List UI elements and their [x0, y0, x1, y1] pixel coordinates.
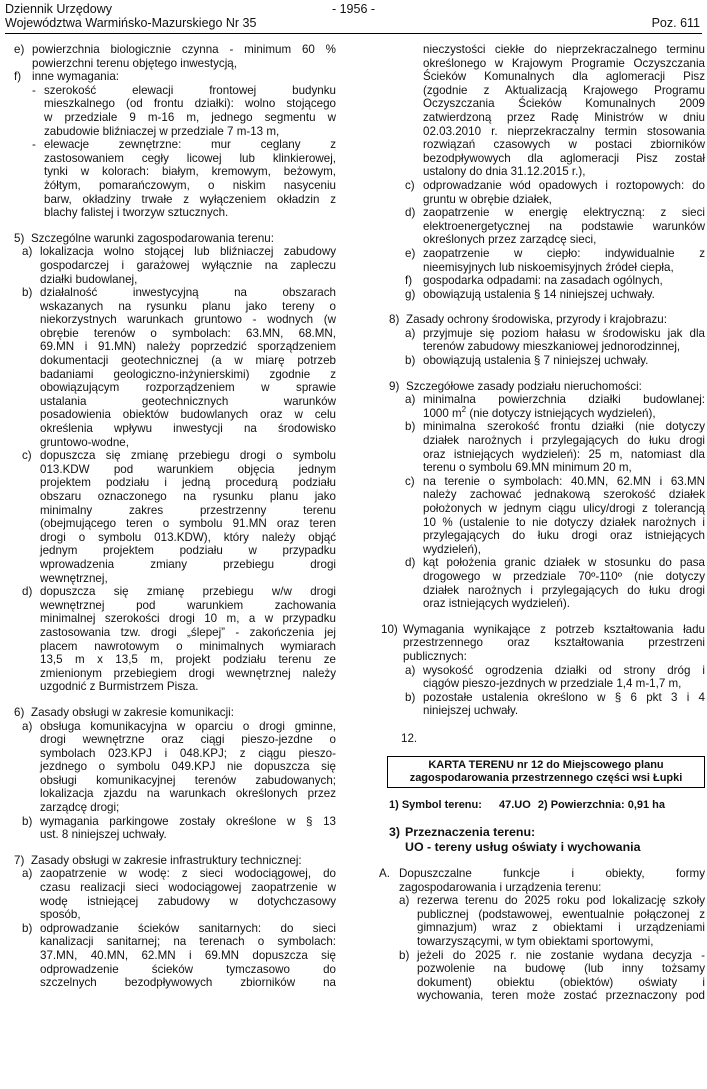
- text-line: minimalny zakres przestrzenny terenu: [40, 503, 336, 517]
- item-5c: c) dopuszcza się zmianę przebiegu drogi o symbolu 013.KDW pod warunkiem objęcia jednym projektem podziału i jedną procedurą podziału obszaru oznaczonego na rysunku planu jako minimalny zakres przestrzenny terenu (obejmującego teren o symbolu 91.MN oraz teren drogi o symbolu 013.KDW), który należy objąć jednym projektem podziału w przypadku wprowadzenia zmiany przebiegu drogi wewnętrznej,: [22, 449, 336, 585]
- text-line: odprowadzenie ścieków tymczasowo do: [40, 962, 336, 976]
- text-line: dokumentacji geotechnicznej (a w miarę potrzeb: [40, 354, 336, 368]
- section-7-title: 7) Zasady obsługi w zakresie infrastruktury technicznej:: [14, 853, 302, 867]
- text-line: zaopatrzenie w ciepło: indywidualnie z: [423, 246, 705, 260]
- area-value: 0,91 ha: [627, 798, 666, 811]
- text-line: niniejszej uchwały.: [423, 704, 519, 718]
- text-line: barw, okładziny trwałe z wyłączeniem okładzin z: [44, 192, 336, 206]
- text-line: przyjmuje się poziom hałasu w środowisku jak dla: [423, 326, 705, 340]
- item-8a: a) przyjmuje się poziom hałasu w środowisku jak dla terenów zabudowy mieszkaniowej jednorodzinnej,: [405, 326, 705, 354]
- symbol-label: Symbol terenu:: [401, 798, 482, 811]
- item-9b: b) minimalna szerokość frontu działki (nie dotyczy działek narożnych i przylegających do łuku drogi oraz istniejących wydzieleń): 25 m, natomiast dla terenu o symbolu 69.MN minimum 20 m,: [405, 420, 705, 475]
- section-6-title: 6) Zasady obsługi w zakresie komunikacji:: [14, 705, 234, 719]
- text-line: wskazanych na rysunku planu jako tereny o: [40, 299, 336, 313]
- text-line: należy zachować jednakową szerokość działek: [423, 488, 705, 502]
- item-7b: b) odprowadzanie ścieków sanitarnych: do sieci kanalizacji sanitarnej; na terenach o symbolach: 37.MN, 40.MN, 62.MN i 69.MN dopuszcza się odprowadzenie ścieków tymczasowo do szczelnych bezodpływowych zbiorników na: [22, 921, 336, 990]
- text-line: w przedziale 9 m-16 m, jednego segmentu w: [44, 110, 336, 124]
- text-line: Ścieków Komunalnych dla aglomeracji Pisz: [423, 70, 705, 84]
- text-line: powierzchnia biologicznie czynna - minimum 60 %: [32, 43, 336, 56]
- text-line: odprowadzanie ścieków sanitarnych: do sieci: [40, 921, 336, 935]
- text-line: blachy falistej i tworzyw sztucznych.: [44, 206, 229, 220]
- item-9a: a) minimalna powierzchnia działki budowlanej: 1000 $m^2$ (nie dotyczy istniejących wydzieleń),: [405, 393, 705, 420]
- text-line: obowiązującym rozporządzeniem w sprawie: [40, 381, 336, 395]
- text-line: nieemisyjnych lub niskoemisyjnych źródeł ciepła,: [423, 260, 674, 274]
- text-line: Oczyszczania Ścieków Komunalnych 2009: [423, 97, 705, 111]
- text-line: odprowadzanie wód opadowych i roztopowych: do: [423, 178, 705, 192]
- item-6a: a) obsługa komunikacyjna w oparciu o drogi gminne, drogi wewnętrzne oraz ciągi pieszo-jezdne o symbolach 023.KPJ i 048.KPJ; z ciągu pieszo- jezdnego o symbolu 049.KPJ nie dopuszcza się obsługi komunikacyjnej terenów zabudowanych; lokalizacja zjazdu na warunkach określonych przez zarządcę drogi;: [22, 719, 336, 815]
- page-header: [5, 3, 702, 34]
- item-Aa: a) rezerwa terenu do 2025 roku pod lokalizację szkoły publicznej (podstawowej, ewentualnie połączonej z gimnazjum) wraz z obiektami i urządzeniami towarzyszącymi, w tym obiektami sportowymi,: [399, 894, 705, 949]
- text-line: terenów zabudowy mieszkaniowej jednorodzinnej,: [423, 340, 681, 354]
- text-line: badaniami geologiczno-inżynierskimi) zgodnie z: [40, 367, 336, 381]
- text-line: gimnazjum) wraz z obiektami i urządzeniami: [417, 921, 705, 935]
- text-line: 37.MN, 40.MN, 62.MN i 69.MN dopuszcza się: [40, 949, 336, 962]
- text-line: dokument) obiektu (obiektów) oświaty i: [417, 975, 705, 989]
- text-line: wewnętrznej pod warunkiem zachowania: [40, 598, 336, 612]
- text-line: tynki w kolorach: białym, kremowym, beżowym,: [44, 165, 336, 179]
- text-line: minimalnej szerokości drogi 10 m, a w przypadku: [40, 612, 336, 626]
- text-line: ust. 8 niniejszej uchwały.: [40, 828, 167, 842]
- text-line: czasu realizacji sieci wodociągowej zaopatrzenie w: [40, 881, 336, 895]
- item-10b: b) pozostałe ustalenia określono w § 6 pkt 3 i 4 niniejszej uchwały.: [405, 690, 705, 718]
- text-line: szczelnych bezodpływowych zbiorników na: [40, 976, 336, 990]
- text-line: lokalizacja zjazdu na warunkach określonych przez: [40, 787, 336, 801]
- text-line: dopuszcza się zmianę przebiegu w/w drogi: [40, 585, 336, 599]
- item-9c: c) na terenie o symbolach: 40.MN, 62.MN i 63.MN należy zachować jednakową szerokość działek położonych w jednym ciągu ulicy/drogi z tolerancją 10 % (ustalenie to nie dotyczy działek narożnych i przylegających do łuku drogi oraz istniejących wydzieleń),: [405, 474, 705, 556]
- voivodeship-title: Województwa Warmińsko-Mazurskiego Nr 35: [5, 16, 257, 30]
- text-line: zastosowania tzw. drogi „ślepej” - zakończenia jej: [40, 625, 336, 639]
- text-line: obszaru oznaczonego na rysunku planu jako: [40, 490, 336, 503]
- text-line: towarzyszącymi, w tym obiektami sportowymi,: [417, 935, 654, 949]
- text-line: drogowego w przedziale 70º-110º (nie dotyczy: [423, 569, 705, 583]
- item-7g: g) obowiązują ustalenia § 14 niniejszej uchwały.: [405, 288, 705, 302]
- text-line: obowiązują ustalenia § 14 niniejszej uchwały.: [423, 287, 655, 301]
- text-line: określonych przez zarządcę sieci,: [423, 233, 597, 247]
- text-line: gruntowo-wodne,: [40, 435, 129, 449]
- text-line: zmienionym przebiegiem drogi wewnętrznej należy: [40, 666, 336, 680]
- text-line: określonego w Krajowym Programie Oczyszczania: [423, 56, 705, 70]
- text-line: zatwierdzoną przez Radę Ministrów w dniu: [423, 110, 705, 124]
- text-line: określenia wpływu inwestycji na środowisko: [40, 422, 336, 436]
- text-line: bezodpływowych dla aglomeracji Pisz został: [423, 151, 705, 165]
- item-9d: d) kąt położenia granic działek w stosunku do pasa drogowego w przedziale 70º-110º (nie dotyczy działek narożnych i przylegających do łuku drogi oraz istniejących wydzieleń).: [405, 556, 705, 611]
- text-line: wewnętrznej,: [40, 571, 108, 585]
- section-10: 10) Wymagania wynikające z potrzeb kształtowania ładu przestrzennego oraz kształtowania przestrzeni publicznych:: [381, 622, 705, 663]
- item-7d: d) zaopatrzenie w energię elektryczną: z sieci elektroenergetycznej na podstawie warunków określonych przez zarządcę sieci,: [405, 206, 705, 247]
- right-column: [379, 43, 705, 1003]
- section-8-title: 8) Zasady ochrony środowiska, przyrody i krajobrazu:: [389, 313, 667, 327]
- text-line: wydzieleń),: [423, 542, 481, 556]
- text-line: elewacje zewnętrzne: mur ceglany z: [44, 138, 336, 152]
- text-line: nieczystości ciekłe do nieprzekraczalnego terminu: [423, 43, 705, 56]
- area-label: Powierzchnia:: [550, 798, 625, 811]
- text-line: Dopuszczalne funkcje i obiekty, formy: [399, 867, 705, 881]
- item-7e: e) zaopatrzenie w ciepło: indywidualnie z nieemisyjnych lub niskoemisyjnych źródeł ciepła,: [405, 246, 705, 274]
- text-line: ciągów pieszo-jezdnych w przedziale 1,4 m-1,7 m,: [423, 677, 682, 691]
- text-line: zarządcę drogi;: [40, 801, 120, 815]
- text-line: zastosowaniem cegły licowej lub klinkierowej,: [44, 151, 336, 165]
- text-line: obowiązują ustalenia § 7 niniejszej uchwały.: [423, 354, 649, 368]
- text-line: przylegających do łuku drogi oraz istniejących: [423, 529, 705, 543]
- item-7f: f) gospodarka odpadami: na zasadach ogólnych,: [405, 274, 705, 288]
- text-line: pozwolenie na budowę (lub inny tożsamy: [417, 962, 705, 976]
- text-line: obsługi komunikacyjnej terenów zabudowanych;: [40, 773, 336, 787]
- number-12: 12.: [401, 731, 418, 745]
- item-6b: b) wymagania parkingowe zostały określone w § 13 ust. 8 niniejszej uchwały.: [22, 814, 336, 842]
- text-line: zagospodarowania i urządzenia terenu:: [399, 880, 602, 894]
- text-line: działalność inwestycyjną na obszarach: [40, 286, 336, 300]
- symbol-value: 47.UO: [498, 798, 531, 811]
- text-line: terenu o symbolu 69.MN minimum 20 m,: [423, 461, 632, 475]
- text-line: sposób,: [40, 908, 81, 922]
- text-line: powierzchni terenu objętego inwestycją,: [32, 56, 237, 70]
- text-line: jeżeli do 2025 r. nie zostanie wydana decyzja -: [417, 948, 705, 962]
- item-f: f) inne wymagania:: [14, 70, 336, 84]
- text-line: ustalony do dnia 31.12.2015 r.),: [423, 165, 586, 179]
- text-line: kąt położenia granic działek w stosunku do pasa: [423, 556, 705, 570]
- text-line: żółtym, pomarańczowym, o niskim nasyceniu: [44, 178, 336, 192]
- text-line: elektroenergetycznej na podstawie warunków: [423, 219, 705, 233]
- text-line: działek narożnych i przylegających do łuku drogi: [423, 434, 705, 448]
- text-line: obsługa komunikacyjna w oparciu o drogi gminne,: [40, 719, 336, 733]
- text-line: placem nawrotowym o minimalnych wymiarach: [40, 639, 336, 653]
- text-line: (zgodnie z Aktualizacją Krajowego Programu: [423, 83, 705, 97]
- item-Ab: b) jeżeli do 2025 r. nie zostanie wydana decyzja - pozwolenie na budowę (lub inny tożsamy dokument) obiektu (obiektów) oświaty i wychowania, teren może zostać przeznaczony pod: [399, 948, 705, 1003]
- text-line: inne wymagania:: [32, 70, 120, 84]
- text-line: 02.03.2010 r. nieprzekraczalny termin stosowania: [423, 124, 705, 138]
- text-line: gruntu w obrębie działek,: [423, 192, 552, 206]
- item-10a: a) wysokość ogrodzenia działki od strony dróg i ciągów pieszo-jezdnych w przedziale 1,4 m-1,7 m,: [405, 663, 705, 691]
- text-line: wodę istniejącej zabudowy w dotychczasowy: [40, 894, 336, 908]
- text-line: wychowania, teren może zostać przeznaczony pod: [417, 989, 705, 1003]
- page-number: - 1956 -: [331, 2, 376, 16]
- section-9-title: 9) Szczegółowe zasady podziału nieruchomości:: [389, 379, 642, 393]
- text-line: zaopatrzenie w energię elektryczną: z sieci: [423, 206, 705, 220]
- text-line: drogi o symbolu 013.KDW), który należy objąć: [40, 530, 336, 544]
- position-number: Poz. 611: [651, 16, 700, 30]
- text-line: niekorzystnych warunkach gruntowo - wodnych (w: [40, 313, 336, 327]
- item-7c: c) odprowadzanie wód opadowych i roztopowych: do gruntu w obrębie działek,: [405, 178, 705, 206]
- text-line: wymagania parkingowe zostały określone w § 13: [40, 814, 336, 828]
- text-line: położonych w jednym ciągu ulicy/drogi z tolerancją: [423, 502, 705, 515]
- text-line: zabudowie bliźniaczej w przedziale 7 m-13 m,: [44, 124, 280, 138]
- text-line: jednym projektem podziału w przypadku: [40, 544, 336, 558]
- text-line: lokalizacja wolno stojącej lub bliźniaczej zabudowy: [40, 245, 336, 259]
- item-7b-continued: [389, 43, 705, 179]
- text-line: rezerwa terenu do 2025 roku pod lokalizację szkoły: [417, 894, 705, 908]
- text-line: dopuszcza się zmianę przebiegu drogi o symbolu: [40, 449, 336, 463]
- text-line: zaopatrzenie w wodę: z sieci wodociągowej, do: [40, 867, 336, 881]
- item-8b: b) obowiązują ustalenia § 7 niniejszej uchwały.: [405, 354, 705, 368]
- text-line: drogi wewnętrzne oraz ciągi pieszo-jezdne o: [40, 733, 336, 747]
- item-e: e) powierzchnia biologicznie czynna - minimum 60 % powierzchni terenu objętego inwestycją,: [14, 43, 336, 70]
- item-7a: a) zaopatrzenie w wodę: z sieci wodociągowej, do czasu realizacji sieci wodociągowej zaopatrzenie w wodę istniejącej zabudowy w dotychczasowy sposób,: [22, 867, 336, 922]
- text-line: gospodarczej i garażowej wyłącznie na zapleczu: [40, 258, 336, 272]
- text-line: kanalizacji sanitarnej; na terenach o symbolach:: [40, 935, 336, 949]
- text-line: publicznej (podstawowej, ewentualnie połączonej z: [417, 907, 705, 921]
- text-line: rozwiązań czasowych w postaci zbiorników: [423, 138, 705, 152]
- text-line: 013.KDW pod warunkiem objęcia jednym: [40, 462, 336, 476]
- symbol-area-line: 1) Symbol terenu: 47.UO 2) Powierzchnia: 0,91 ha: [389, 798, 666, 811]
- journal-title: Dziennik Urzędowy: [5, 2, 112, 16]
- bullet-facade-width: - szerokość elewacji frontowej budynku mieszkalnego (od frontu działki): wolno stojącego w przedziale 9 m-16 m, jednego segmentu w zabudowie bliźniaczej w przedziale 7 m-13 m,: [32, 83, 336, 138]
- text-line: jezdnego o symbolu 049.KPJ nie dopuszcza się: [40, 760, 336, 774]
- item-5b: b) działalność inwestycyjną na obszarach wskazanych na rysunku planu jako tereny o niekorzystnych warunkach gruntowo - wodnych (w obrębie terenów o symbolach: 63.MN, 68.MN, 69.MN i 91.MN) należy poprzedzić sporządzeniem dokumentacji geotechnicznej (a w miarę potrzeb badaniami geologiczno-inżynierskimi) zgodnie z obowiązującym rozporządzeniem w sprawie ustalania geotechnicznych warunków posadowienia obiektów budowlanych oraz w celu określenia wpływu inwestycji na środowisko gruntowo-wodne,: [22, 286, 336, 449]
- bullet-facades: - elewacje zewnętrzne: mur ceglany z zastosowaniem cegły licowej lub klinkierowej, tynki w kolorach: białym, kremowym, beżowym, żółtym, pomarańczowym, o niskim nasyceniu barw, okładziny trwałe z wyłączeniem okładzin z blachy falistej i tworzyw sztucznych.: [32, 138, 336, 220]
- text-line: gospodarka odpadami: na zasadach ogólnych,: [423, 274, 663, 288]
- text-line: ustalania geotechnicznych warunków: [40, 394, 336, 408]
- text-line: działek narożnych i przylegających do łuku drogi: [423, 583, 705, 597]
- text-line: oraz istniejących wydzieleń).: [423, 597, 570, 611]
- text-line: (obejmującego teren o symbolu 91.MN oraz teren: [40, 517, 336, 531]
- text-line: pozostałe ustalenia określono w § 6 pkt 3 i 4: [423, 690, 705, 704]
- text-line: mieszkalnego (od frontu działki): wolno stojącego: [44, 97, 336, 111]
- section-5-title: 5) Szczególne warunki zagospodarowania terenu:: [14, 231, 274, 245]
- left-column: [14, 43, 336, 990]
- item-5a: a) lokalizacja wolno stojącej lub bliźniaczej zabudowy gospodarczej i garażowej wyłącznie na zapleczu działki budowlanej,: [22, 245, 336, 286]
- text-line: publicznych:: [403, 649, 467, 663]
- text-line: 69.MN i 91.MN) należy poprzedzić sporządzeniem: [40, 340, 336, 354]
- text-line: symbolach 023.KPJ i 048.KPJ; z ciągu pieszo-: [40, 746, 336, 760]
- text-line: wysokość ogrodzenia działki od strony dróg i: [423, 663, 705, 677]
- text-line: na terenie o symbolach: 40.MN, 62.MN i 63.MN: [423, 474, 705, 488]
- text-line: posadowienia obiektów budowlanych oraz w celu: [40, 408, 336, 422]
- text-line: 13,5 m x 13,5 m, projekt podziału terenu ze: [40, 653, 336, 667]
- text-line: wprowadzenia zmiany przebiegu drogi: [40, 557, 336, 571]
- text-line: szerokość elewacji frontowej budynku: [44, 83, 336, 97]
- text-line: działki budowlanej,: [40, 272, 138, 286]
- text-line: projektem podziału i jedną procedurą podziału: [40, 476, 336, 490]
- text-line: uzgodnić z Burmistrzem Pisza.: [40, 680, 199, 694]
- text-line: przestrzennego oraz kształtowania przestrzeni: [403, 636, 705, 650]
- section-3-purpose: 3) Przeznaczenia terenu: UO - tereny usług oświaty i wychowania: [389, 825, 641, 855]
- text-line: oraz istniejących wydzieleń): 25 m, natomiast dla: [423, 447, 705, 461]
- text-line: obrębie terenów o symbolach: 63.MN, 68.MN,: [40, 326, 336, 340]
- section-A: A. Dopuszczalne funkcje i obiekty, formy zagospodarowania i urządzenia terenu:: [379, 867, 705, 894]
- text-line: minimalna szerokość frontu działki (nie dotyczy: [423, 420, 705, 434]
- text-line: Wymagania wynikające z potrzeb kształtowania ładu: [403, 622, 705, 636]
- card-title-box: KARTA TERENU nr 12 do Miejscowego planu zagospodarowania przestrzennego części wsi Łupki: [387, 756, 705, 788]
- text-line: 10 % (ustalenie to nie dotyczy działek narożnych i: [423, 515, 705, 529]
- item-5d: d) dopuszcza się zmianę przebiegu w/w drogi wewnętrznej pod warunkiem zachowania minimalnej szerokości drogi 10 m, a w przypadku zastosowania tzw. drogi „ślepej” - zakończenia jej placem nawrotowym o minimalnych wymiarach 13,5 m x 13,5 m, projekt podziału terenu ze zmienionym przebiegiem drogi wewnętrznej należy uzgodnić z Burmistrzem Pisza.: [22, 585, 336, 694]
